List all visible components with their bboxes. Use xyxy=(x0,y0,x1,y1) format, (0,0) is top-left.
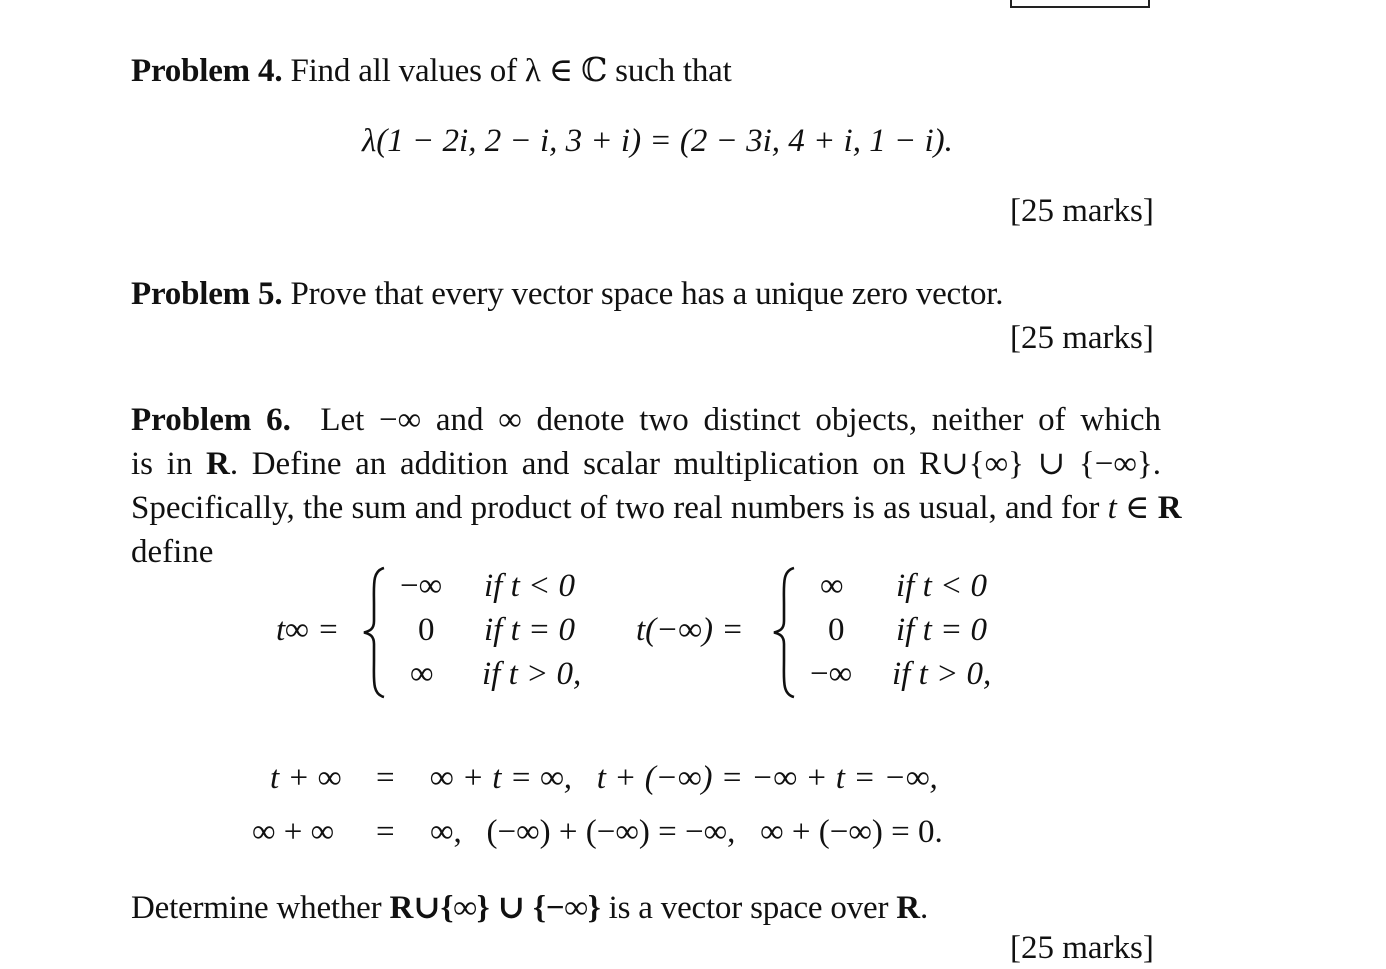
problem-6-paragraph xyxy=(131,398,1182,574)
problem-4-equation: λ(1 − 2i, 2 − i, 3 + i) = (2 − 3i, 4 + i, 1 − i). xyxy=(362,123,953,159)
question-mid: is a vector space over xyxy=(600,890,897,926)
problem-6-line-4: define xyxy=(131,534,214,570)
case-2-condition-3: if t > 0, xyxy=(892,656,992,692)
reals-symbol: R xyxy=(205,446,230,482)
align-2-rhs: ∞, (−∞) + (−∞) = −∞, ∞ + (−∞) = 0. xyxy=(430,814,943,850)
case-2-condition-1: if t < 0 xyxy=(896,568,988,604)
problem-5-statement xyxy=(131,276,1003,313)
case-1-value-1: −∞ xyxy=(400,568,443,604)
case-2-value-2: 0 xyxy=(828,612,845,648)
align-1-rhs: ∞ + t = ∞, t + (−∞) = −∞ + t = −∞, xyxy=(430,760,938,796)
problem-6-line-2 xyxy=(131,442,1161,486)
problem-6-heading: Problem 6. xyxy=(131,402,291,438)
problem-5-text: Prove that every vector space has a unique zero vector. xyxy=(290,276,1004,312)
question-start: Determine whether xyxy=(131,890,390,926)
case-2-value-1: ∞ xyxy=(820,568,844,604)
problem-6-line-3-text: Specifically, the sum and product of two real numbers is as usual, and for xyxy=(131,490,1108,526)
problem-5-marks: [25 marks] xyxy=(1010,320,1154,356)
case-2-lhs: t(−∞) = xyxy=(636,612,744,648)
extended-set: R∪{∞} ∪ {−∞}. xyxy=(919,446,1161,482)
previous-marks-bracket-fragment xyxy=(1010,0,1150,8)
problem-4-marks: [25 marks] xyxy=(1010,193,1154,229)
case-1-condition-1: if t < 0 xyxy=(484,568,576,604)
problem-6-line-2-mid: . Define an addition and scalar multiplication on xyxy=(229,446,920,482)
case-1-brace xyxy=(360,565,390,700)
case-1-condition-2: if t = 0 xyxy=(484,612,576,648)
problem-5-heading: Problem 5. xyxy=(131,276,283,312)
question-end: . xyxy=(919,890,928,926)
problem-6-line-1 xyxy=(131,398,1161,442)
problem-6-line-3 xyxy=(131,486,1182,530)
align-1-lhs: t + ∞ xyxy=(270,760,342,796)
case-1-condition-3: if t > 0, xyxy=(482,656,582,692)
case-2-value-3: −∞ xyxy=(810,656,853,692)
problem-6-marks: [25 marks] xyxy=(1010,930,1154,966)
problem-4-heading: Problem 4. xyxy=(131,53,283,89)
case-1-lhs: t∞ = xyxy=(276,612,340,648)
reals-symbol: R xyxy=(1157,490,1182,526)
problem-6-question xyxy=(131,887,928,927)
problem-6-line-2-start: is in xyxy=(131,446,206,482)
align-2-equals: = xyxy=(376,814,395,850)
align-2-lhs: ∞ + ∞ xyxy=(252,814,335,850)
align-1-equals: = xyxy=(376,760,395,796)
case-1-value-2: 0 xyxy=(418,612,435,648)
question-set: R∪{∞} ∪ {−∞} xyxy=(389,890,601,926)
problem-4-text: Find all values of λ ∈ ℂ such that xyxy=(290,53,732,89)
t-in-symbol: t ∈ xyxy=(1107,490,1158,526)
reals-symbol: R xyxy=(896,890,920,926)
case-1-value-3: ∞ xyxy=(410,656,434,692)
problem-4-statement xyxy=(131,50,732,90)
problem-6-line-1-text: Let −∞ and ∞ denote two distinct objects, neither of which xyxy=(320,402,1162,438)
case-2-brace xyxy=(770,565,800,700)
case-2-condition-2: if t = 0 xyxy=(896,612,988,648)
